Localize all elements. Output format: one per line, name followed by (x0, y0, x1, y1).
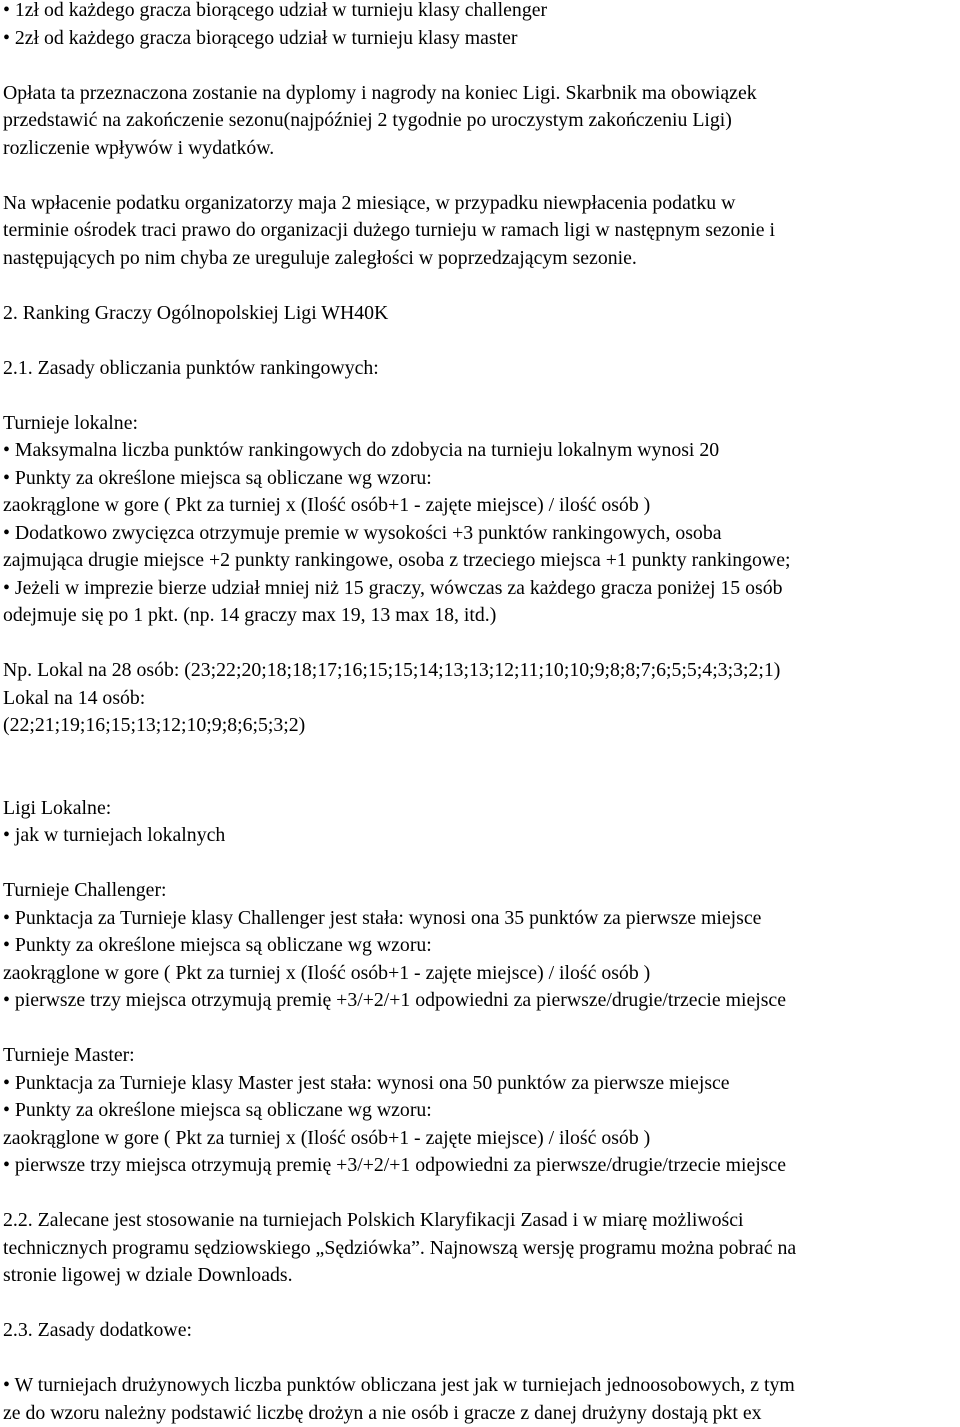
list-item: • Punktacja za Turnieje klasy Master jest stała: wynosi ona 50 punktów za pierwsze miejsce (3, 1071, 730, 1094)
list-item-continuation: ze do wzoru należny podstawić liczbę drożyn a nie osób i gracze z danej drużyny dostają pkt ex (3, 1401, 762, 1424)
formula-line: zaokrąglone w gore ( Pkt za turniej x (Ilość osób+1 - zajęte miejsce) / ilość osób ) (3, 1126, 651, 1149)
list-item: • 1zł od każdego gracza biorącego udział w turnieju klasy challenger (3, 0, 548, 21)
list-item: • Punkty za określone miejsca są obliczane wg wzoru: (3, 934, 432, 956)
paragraph-line: Opłata ta przeznaczona zostanie na dyplomy i nagrody na koniec Ligi. Skarbnik ma obowiązek (3, 81, 757, 104)
document-page (3, 0, 958, 1427)
block-heading: Turnieje Challenger: (3, 879, 167, 901)
paragraph-line: technicznych programu sędziowskiego „Sędziówka”. Najnowszą wersję programu można pobrać na (3, 1236, 797, 1259)
block-heading: Ligi Lokalne: (3, 796, 112, 819)
list-item: • Dodatkowo zwycięzca otrzymuje premie w wysokości +3 punktów rankingowych, osoba (3, 521, 722, 544)
list-item: • pierwsze trzy miejsca otrzymują premię +3/+2/+1 odpowiedni za pierwsze/drugie/trzecie miejsce (3, 1154, 786, 1176)
section-2-3-list (3, 1372, 958, 1427)
fee-paragraph (3, 80, 958, 163)
list-item: • W turniejach drużynowych liczba punktów obliczana jest jak w turniejach jednoosobowych, z tym (3, 1374, 795, 1396)
list-item: • Punktacja za Turnieje klasy Challenger jest stała: wynosi ona 35 punktów za pierwsze miejsce (3, 906, 762, 929)
master-block (3, 1042, 958, 1180)
paragraph-line: następujących po nim chyba ze ureguluje zaległości w poprzedzającym sezonie. (3, 246, 637, 269)
paragraph-line: rozliczenie wpływów i wydatków. (3, 136, 275, 159)
list-item: • jak w turniejach lokalnych (3, 824, 226, 846)
list-item-continuation: zajmująca drugie miejsce +2 punkty rankingowe, osoba z trzeciego miejsca +1 punkty rankingowe; (3, 549, 791, 571)
example-line: Lokal na 14 osób: (3, 686, 146, 709)
block-heading: Turnieje lokalne: (3, 411, 138, 434)
list-item: • 2zł od każdego gracza biorącego udział w turnieju klasy master (3, 26, 518, 49)
example-line: (22;21;19;16;15;13;12;10;9;8;6;5;3;2) (3, 714, 306, 736)
challenger-block (3, 877, 958, 1015)
paragraph-line: Na wpłacenie podatku organizatorzy maja 2 miesiące, w przypadku niewpłacenia podatku w (3, 191, 736, 214)
list-item: • Maksymalna liczba punktów rankingowych do zdobycia na turnieju lokalnym wynosi 20 (3, 439, 720, 461)
list-item-continuation: odejmuje się po 1 pkt. (np. 14 graczy max 19, 13 max 18, itd.) (3, 604, 497, 626)
formula-line: zaokrąglone w gore ( Pkt za turniej x (Ilość osób+1 - zajęte miejsce) / ilość osób ) (3, 494, 651, 516)
section-2-2-paragraph (3, 1207, 958, 1290)
fee-list (3, 0, 958, 52)
tax-paragraph (3, 190, 958, 273)
paragraph-line: terminie ośrodek traci prawo do organizacji dużego turnieju w ramach ligi w następnym sezonie i (3, 219, 775, 241)
example-line: Np. Lokal na 28 osób: (23;22;20;18;18;17;16;15;15;14;13;13;12;11;10;10;9;8;8;7;6;5;5;4;3;3;2;1) (3, 659, 781, 681)
paragraph-line: przedstawić na zakończenie sezonu(najpóźniej 2 tygodnie po uroczystym zakończeniu Ligi) (3, 109, 732, 131)
list-item: • Punkty za określone miejsca są obliczane wg wzoru: (3, 1099, 432, 1121)
local-tournaments-block (3, 410, 958, 630)
list-item: • pierwsze trzy miejsca otrzymują premię +3/+2/+1 odpowiedni za pierwsze/drugie/trzecie miejsce (3, 989, 786, 1011)
example-block (3, 657, 958, 740)
subsection-heading: 2.1. Zasady obliczania punktów rankingowych: (3, 356, 379, 379)
formula-line: zaokrąglone w gore ( Pkt za turniej x (Ilość osób+1 - zajęte miejsce) / ilość osób ) (3, 961, 651, 984)
paragraph-line: stronie ligowej w dziale Downloads. (3, 1264, 293, 1286)
block-heading: Turnieje Master: (3, 1044, 135, 1066)
paragraph-line: 2.2. Zalecane jest stosowanie na turniejach Polskich Klaryfikacji Zasad i w miarę możliwości (3, 1209, 744, 1231)
section-heading: 2. Ranking Graczy Ogólnopolskiej Ligi WH40K (3, 301, 389, 324)
list-item: • Jeżeli w imprezie bierze udział mniej niż 15 graczy, wówczas za każdego gracza poniżej 15 osób (3, 576, 783, 599)
list-item: • Punkty za określone miejsca są obliczane wg wzoru: (3, 466, 432, 489)
subsection-heading: 2.3. Zasady dodatkowe: (3, 1319, 192, 1341)
local-leagues-block (3, 795, 958, 850)
